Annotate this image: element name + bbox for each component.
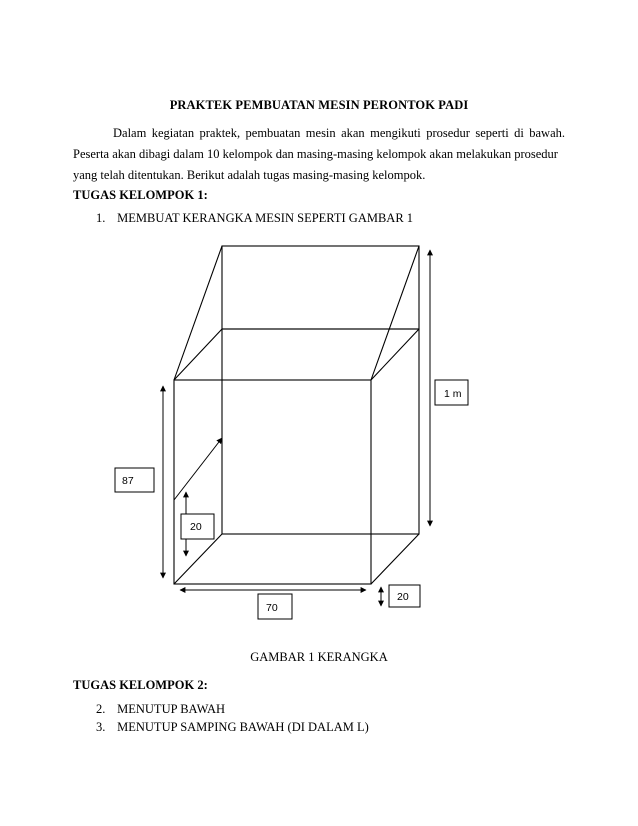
- intro-line: yang telah ditentukan. Berikut adalah tugas masing-masing kelompok.: [73, 168, 426, 182]
- frame-back-upper: [222, 246, 419, 329]
- frame-edge: [174, 246, 222, 380]
- intro-line: Dalam kegiatan praktek, pembuatan mesin akan mengikuti prosedur seperti di bawah.: [113, 126, 565, 140]
- label-width: 70: [266, 602, 278, 614]
- list-item-number: 2.: [96, 702, 106, 716]
- figure-caption: GAMBAR 1 KERANGKA: [250, 650, 388, 664]
- list-item-number: 3.: [96, 720, 106, 734]
- list-item-text: MENUTUP BAWAH: [117, 702, 226, 716]
- frame-edge: [174, 329, 222, 380]
- dim-arrow-diagonal: [174, 438, 222, 500]
- group1-heading: TUGAS KELOMPOK 1:: [73, 188, 208, 202]
- label-total-height: 1 m: [444, 388, 462, 400]
- list-item: [96, 702, 225, 717]
- label-leg-inner: 20: [190, 521, 202, 533]
- frame-edge: [174, 534, 222, 584]
- group2-heading: TUGAS KELOMPOK 2:: [73, 678, 208, 692]
- frame-edge: [371, 329, 419, 380]
- frame-edge: [371, 246, 419, 380]
- label-depth: 20: [397, 591, 409, 603]
- label-front-height: 87: [122, 475, 134, 487]
- frame-edge: [371, 534, 419, 584]
- list-item: [96, 720, 369, 735]
- list-item-text: MENUTUP SAMPING BAWAH (DI DALAM L): [117, 720, 369, 734]
- intro-line: Peserta akan dibagi dalam 10 kelompok dan masing-masing kelompok akan melakukan prosedur: [73, 147, 558, 161]
- label-box-front-height: [115, 468, 154, 492]
- list-item-number: 1.: [96, 211, 106, 225]
- document-title: PRAKTEK PEMBUATAN MESIN PERONTOK PADI: [169, 98, 469, 112]
- list-item-text: MEMBUAT KERANGKA MESIN SEPERTI GAMBAR 1: [117, 211, 414, 225]
